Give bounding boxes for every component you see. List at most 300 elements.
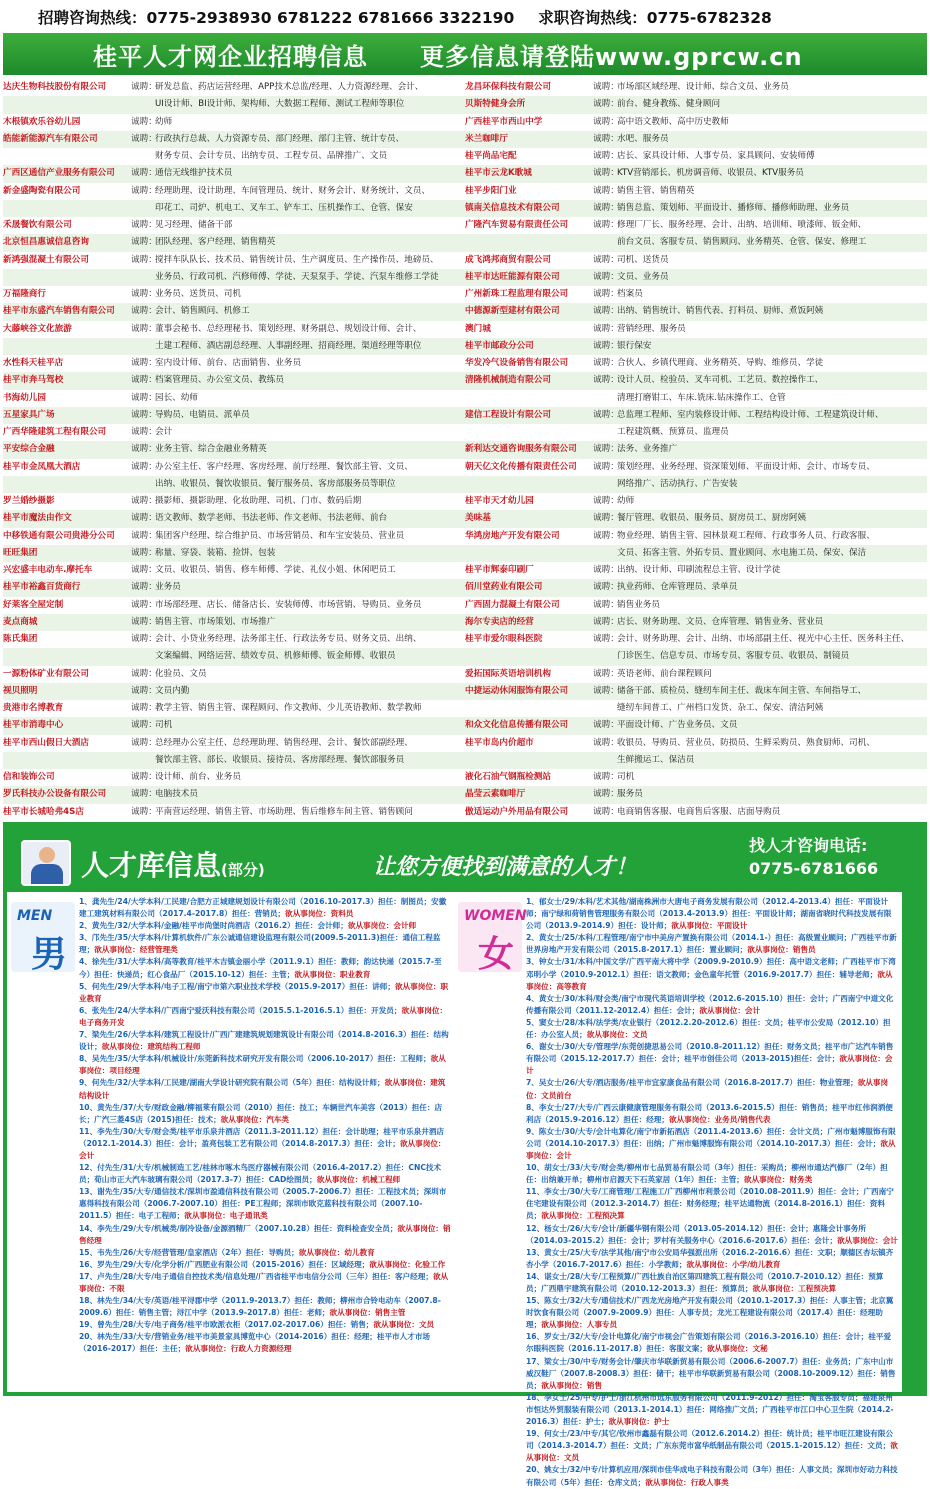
hiring-label: 诚聘： (131, 530, 157, 541)
company-name[interactable]: 华鸿房地产开发有限公司 (465, 530, 560, 541)
candidate-entry (526, 1356, 898, 1392)
company-name[interactable]: 兴宏盛丰电动车.摩托车 (3, 565, 93, 575)
job-row (465, 269, 927, 286)
hiring-label: 诚聘： (593, 668, 619, 679)
job-positions: 财务专员、会计专员、出纳专员、工程专员、品牌推广、文员 (155, 151, 388, 161)
candidate-wanted-position: 欲从事岗位：人事专员 (541, 1320, 618, 1330)
job-row (3, 441, 465, 458)
job-row (465, 631, 927, 648)
men-badge (11, 902, 75, 975)
candidate-wanted-position: 欲从事岗位：电子通讯类 (184, 1211, 268, 1221)
job-positions: 前台文员、客服专员、销售顾问、业务精英、仓管、保安、修理工 (617, 237, 867, 248)
job-positions: 银行保安 (617, 340, 652, 351)
company-name[interactable]: 新金盛陶瓷有限公司 (3, 185, 81, 196)
job-row (465, 183, 927, 200)
company-name[interactable]: 桂平尚品宅配 (465, 151, 517, 161)
company-name[interactable] (3, 476, 131, 493)
job-row (465, 562, 927, 579)
job-positions: 行政执行总裁、人力资源专员、部门经理、部门主管、统计专员、 (155, 133, 405, 144)
job-row (465, 338, 927, 355)
candidate-entry (526, 932, 898, 956)
job-row (3, 131, 465, 148)
job-row (465, 614, 927, 631)
company-name[interactable]: 桂平市西山假日大酒店 (3, 737, 89, 748)
hiring-label (131, 200, 155, 217)
hiring-label: 诚聘： (593, 530, 619, 541)
company-name[interactable]: 傲适运动户外用品有限公司 (465, 806, 569, 817)
hiring-label: 诚聘： (131, 444, 157, 455)
job-positions: 业务员、送货员、司机 (155, 289, 241, 299)
candidate-profile: 7、梁先生/26/大学本科/建筑工程设计/广西广建建筑规划建筑设计有限公司（2014.8-2016.3）担任：结构设计； (79, 1030, 449, 1052)
hiring-label: 诚聘： (593, 323, 619, 334)
company-name[interactable]: 麦点商城 (3, 616, 38, 627)
talent-header (3, 822, 927, 892)
company-name[interactable] (3, 338, 131, 355)
company-name[interactable]: 信和装饰公司 (3, 772, 55, 782)
job-row (3, 735, 465, 752)
job-positions: 水吧、服务员 (617, 133, 669, 144)
company-name[interactable]: 桂平市爱尔眼科医院 (465, 634, 543, 644)
job-row (465, 252, 927, 269)
candidate-profile: 7、吴女士/26/大专/酒店服务/桂平市宜家康食品有限公司（2016.8-2017.7）担任：物业管理； (526, 1078, 858, 1088)
company-name[interactable] (465, 424, 593, 441)
company-name[interactable]: 成飞鸿邦商贸有限公司 (465, 254, 551, 265)
candidate-wanted-position: 欲从事岗位：建筑结构工程师 (101, 1042, 201, 1052)
company-name[interactable]: 美味基 (465, 513, 491, 524)
hiring-label: 诚聘： (131, 496, 157, 506)
candidate-wanted-position: 欲从事岗位：文员 (373, 1320, 435, 1330)
hiring-label (131, 648, 155, 665)
company-name[interactable]: 中移铁通有限公司贵港分公司 (3, 530, 115, 541)
company-name[interactable]: 液化石油气钢瓶检测站 (465, 772, 551, 782)
job-row (465, 79, 927, 96)
company-name[interactable]: 新利达交通咨询服务有限公司 (465, 444, 577, 455)
company-name[interactable]: 水性科天桂平店 (3, 358, 64, 368)
company-name[interactable]: 旺旺集团 (3, 547, 38, 558)
company-name[interactable]: 书海幼儿园 (3, 392, 46, 403)
candidate-profile: 4、黄女士/30/本科/财会类/南宁市现代英语培训学校（2012.6-2015.10）担任：会计；广西南宁中道文化传播有限公司（2011.12-2012.4）担任：会计； (526, 993, 894, 1015)
job-row (3, 286, 465, 303)
hiring-label: 诚聘： (131, 306, 157, 317)
job-positions: 销售业务员 (617, 599, 660, 610)
hiring-label: 诚聘： (131, 582, 157, 593)
company-name[interactable]: 海尔专卖店的经营 (465, 616, 534, 627)
company-name[interactable]: 禾晟餐饮有限公司 (3, 220, 72, 230)
candidate-wanted-position: 欲从事岗位：文员 (526, 1441, 898, 1463)
job-positions: 服务员 (617, 789, 643, 800)
company-name[interactable]: 罗兰婚纱摄影 (3, 496, 55, 506)
job-row (3, 579, 465, 596)
company-name[interactable] (465, 648, 593, 665)
hiring-label: 诚聘： (593, 151, 619, 161)
job-row (465, 459, 927, 476)
hiring-label: 诚聘： (593, 513, 619, 524)
job-positions: 市场部区域经理、设计师、综合文员、业务员 (617, 82, 789, 92)
company-name[interactable]: 桂平市长城哈弗4S店 (3, 806, 84, 817)
hiring-label: 诚聘： (593, 565, 619, 575)
company-name[interactable]: 桂平市辉泰印刷厂 (465, 565, 534, 575)
candidate-wanted-position: 欲从事岗位：会计 (526, 1054, 893, 1076)
candidate-entry (79, 1077, 451, 1101)
candidate-profile: 19、曾先生/28/大专/电子商务/桂平市欧派衣柜（2017.02-2017.06）担任：销售； (79, 1320, 374, 1330)
hiring-label (593, 700, 617, 717)
candidate-wanted-position: 欲从事岗位：平面设计 (671, 921, 748, 931)
job-positions: 摄影师、摄影助理、化妆助理、司机、门市、数码后期 (155, 496, 362, 506)
job-positions: 称量、穿袋、装箱、捡饼、包装 (155, 547, 276, 558)
hiring-label: 诚聘： (131, 168, 157, 179)
company-name[interactable]: 广西固力混凝土有限公司 (465, 599, 560, 610)
candidate-wanted-position: 欲从事岗位：经营管理类 (94, 945, 178, 955)
hiring-label: 诚聘： (131, 599, 157, 610)
hiring-label: 诚聘： (131, 289, 157, 299)
company-name[interactable]: 罗氏科技办公设备有限公司 (3, 789, 107, 800)
candidate-profile: 9、陈女士/30/大专/会计电算化/南宁市新拓酒店（2011.4-2013.6）担任：会计文员；广州市魁博服饰有限公司（2014.10-2017.3）担任：出纳；广州市魁博服饰有限公司（2014.10-2017.3）担任：会计； (526, 1126, 896, 1148)
candidate-entry (526, 1247, 898, 1271)
company-name[interactable]: 中捷运动休闲服饰有限公司 (465, 685, 569, 696)
job-positions: UI设计师、BI设计师、架构师、大数据工程师、测试工程师等职位 (155, 99, 405, 110)
job-positions: 搅拌车队队长、技术员、销售统计员、生产调度员、生产操作员、地磅员、 (155, 254, 439, 265)
candidate-profile: 8、李女士/27/大专/广西云康健康管理服务有限公司（2013.6-2015.5）担任：销售员；桂平市红伟润洒便利店（2015.9-2016.12）担任：经理； (526, 1102, 893, 1124)
hiring-label: 诚聘： (593, 634, 619, 644)
candidate-entry (526, 956, 898, 992)
job-positions: 工程建筑概、预算员、监理员 (617, 427, 729, 437)
job-row (3, 459, 465, 476)
candidate-entry (79, 1162, 451, 1186)
candidate-entry (526, 1271, 898, 1295)
company-name[interactable]: 木根镇欢乐谷幼儿园 (3, 116, 81, 127)
men-badge-cn: 男 (31, 934, 68, 975)
job-positions: 执业药师、仓库管理员、录单员 (617, 582, 738, 593)
company-name[interactable]: 朝天亿文化传播有限责任公司 (465, 461, 577, 472)
job-row (3, 407, 465, 424)
candidate-profile: 12、付先生/31/大专/机械制造工艺/桂林市啄木鸟医疗器械有限公司（2016.4-2017.2）担任：CNC技术员；荀山市正大汽车玻璃有限公司（2017.3-7）担任：CAD绘图员； (79, 1163, 442, 1185)
men-list (79, 896, 451, 1356)
hiring-label: 诚聘： (593, 599, 619, 610)
job-positions: 会计、财务助理、会计、出纳、市场部副主任、视光中心主任、医务科主任、 (617, 634, 910, 644)
candidate-profile: 13、黄女士/25/大专/法学其他/南宁市公安局华强派出所（2016.2-2016.6）担任：文职；顺德区杏坛镇齐杏小学（2016.7-2017.6）担任：小学教师； (526, 1247, 894, 1269)
company-name[interactable]: 陈氏集团 (3, 634, 38, 644)
job-row (465, 148, 927, 165)
candidate-wanted-position: 欲从事岗位：高等教育 (526, 969, 893, 991)
candidate-wanted-position: 欲从事岗位：化验工作 (369, 1259, 446, 1269)
candidate-profile: 14、谌女士/28/大专/工程预算/广西壮族自治区第四建筑工程有限公司（2010.7-2010.12）担任：预算员；广西鼎宇建筑有限公司（2010.12-2013.3）担任：预算员； (526, 1271, 884, 1293)
company-name[interactable] (465, 234, 593, 251)
job-positions: 餐饮部主管、部长、收银员、接待员、客房部经理、餐饮部服务员 (155, 754, 405, 765)
company-name[interactable]: 广西桂平市西山中学 (465, 116, 543, 127)
company-name[interactable]: 贵港市名博教育 (3, 703, 64, 713)
candidate-profile: 18、李女士/25/中专/护士/浙江杭州市远东服务有限公司（2011.9-2012）担任：淘宝客服专员；福建泉州市恒达外贸服装有限公司（2013.1-2014.1）担任：网络推广文员；广西桂平市江口中心卫生院（2014.2-2016.3）担任：护士； (526, 1392, 894, 1427)
job-row (465, 200, 927, 217)
candidate-wanted-position: 欲从事岗位：护士 (608, 1417, 670, 1427)
company-name[interactable] (3, 269, 131, 286)
company-name[interactable]: 贝斯特健身会所 (465, 99, 526, 110)
job-row (3, 234, 465, 251)
job-row (465, 424, 927, 441)
candidate-profile: 20、林先生/33/大专/营销业务/桂平市美景家具博览中心（2014-2016）担任：经理；桂平市人才市场（2016-2017）担任：主任； (79, 1332, 431, 1354)
job-row (465, 786, 927, 803)
candidate-entry (79, 1005, 451, 1029)
company-name[interactable]: 中德源新型建材有限公司 (465, 306, 560, 317)
talent-phone: 0775-6781666 (749, 859, 879, 878)
candidate-wanted-position: 欲从事岗位：项目经理 (79, 1054, 446, 1076)
job-positions: 司机 (155, 720, 173, 731)
job-row (465, 752, 927, 769)
candidate-entry (526, 1428, 898, 1464)
hiring-label: 诚聘： (131, 82, 157, 92)
candidate-wanted-position: 欲从事岗位：职业教育 (294, 969, 371, 979)
candidate-profile: 12、杨女士/26/大专/会计/新疆华钢有限公司（2013.05-2014.12）担任：会计；惠隆会计事务所（2014.03-2015.2）担任：会计；罗村有关服务中心（2016.6-2017.6）担任：会计； (526, 1223, 866, 1245)
hotline-bar (0, 0, 930, 33)
candidate-profile: 18、林先生/34/大专/英语/桂平浔郡中学（2011.9-2013.7）担任：教师；柳州市合铃电动车（2007.8-2009.6）担任：销售主管；浔江中学（2013.9-2017.8）担任：老师； (79, 1296, 441, 1318)
job-positions: 缝纫车间普工、广州档口发货、杂工、保安、清洁阿姨 (617, 703, 824, 713)
job-positions: 幼师 (155, 116, 173, 127)
company-name[interactable]: 佰川堂药业有限公司 (465, 582, 543, 593)
hiring-label: 诚聘： (131, 185, 157, 196)
job-positions: 业务主管、综合金融业务精英 (155, 444, 267, 455)
job-positions: 集团客户经理、综合维护员、市场营销员、和车宝安装员、营业员 (155, 530, 405, 541)
job-positions: 会计、销售顾问、机修工 (155, 306, 250, 317)
candidate-wanted-position: 欲从事岗位：建筑结构设计 (79, 1078, 446, 1100)
company-name[interactable]: 桂平市云龙K歌城 (465, 168, 532, 179)
candidate-wanted-position: 欲从事岗位：小学/幼儿教育 (686, 1259, 781, 1269)
hiring-label: 诚聘： (131, 547, 157, 558)
candidate-wanted-position: 欲从事岗位：会计师 (347, 921, 417, 931)
candidate-profile: 16、罗先生/29/大专/化学分析/广西肥业有限公司（2015-2016）担任：区域经理； (79, 1259, 370, 1269)
job-row (3, 321, 465, 338)
candidate-profile: 5、窦女士/28/本科/法学类/农业银行（2012.2.20-2012.6）担任：文员；桂平市公安局（2012.10）担任：办公室人员； (526, 1017, 891, 1040)
company-name[interactable] (465, 700, 593, 717)
candidate-wanted-position: 欲从事岗位：销售主管 (329, 1308, 406, 1318)
job-positions: 化验员、文员 (155, 668, 207, 679)
company-name[interactable]: 万福隆商行 (3, 289, 46, 299)
job-row (465, 545, 927, 562)
company-name[interactable]: 爱拓国际英语培训机构 (465, 668, 551, 679)
company-name[interactable]: 大藤峡谷文化旅游 (3, 323, 72, 334)
company-name[interactable]: 建信工程设计有限公司 (465, 409, 551, 420)
company-name[interactable]: 米兰咖啡厅 (465, 133, 508, 144)
candidate-entry (79, 1247, 451, 1259)
hiring-label (131, 752, 155, 769)
hiring-label: 诚聘： (131, 358, 157, 368)
job-positions: 导购员、电销员、派单员 (155, 409, 250, 420)
hiring-label: 诚聘： (131, 634, 157, 644)
hiring-label: 诚聘： (593, 358, 619, 368)
company-name[interactable]: 桂平市魔法由作文 (3, 513, 72, 524)
hiring-label: 诚聘： (131, 409, 157, 420)
banner-title: 桂平人才网企业招聘信息 (93, 42, 368, 71)
candidate-entry (526, 1223, 898, 1247)
job-row (3, 252, 465, 269)
candidate-wanted-position: 欲从事岗位：会计 (837, 1235, 898, 1245)
job-row (465, 804, 927, 821)
job-positions: 销售总监、策划师、平面设计、播修师、播修师助理、业务员 (617, 202, 850, 213)
hiring-label: 诚聘： (593, 340, 619, 351)
job-row (465, 355, 927, 372)
hiring-label: 诚聘： (131, 616, 157, 627)
candidate-wanted-position: 欲从事岗位：工程预决算 (752, 1284, 837, 1293)
company-name[interactable]: 桂平市奔马驾校 (3, 375, 64, 386)
company-name[interactable] (465, 390, 593, 407)
job-row (3, 493, 465, 510)
job-positions: 团队经理、客户经理、销售精英 (155, 237, 276, 248)
job-positions: KTV营销部长、机房调音师、收银员、KTV服务员 (617, 168, 804, 179)
candidate-entry (79, 896, 451, 920)
candidate-profile: 11、李先生/30/大专/财会类/桂平市乐泉井酒店（2011.3-2011.12）担任：会计助理；桂平市乐泉井酒店（2012.1-2014.3）担任：会计；盈亮包装工艺有限公司（2014.8-2017.3）担任：会计； (79, 1126, 445, 1148)
job-positions: 印花工、司炉、机电工、叉车工、铲车工、压机操作工、仓管、保安 (155, 202, 413, 213)
company-name[interactable]: 五星家具广场 (3, 409, 55, 420)
company-name[interactable]: 桂平市裕鑫百货商行 (3, 582, 81, 593)
job-row (3, 545, 465, 562)
job-row (465, 303, 927, 320)
job-row (465, 648, 927, 665)
company-name[interactable] (3, 200, 131, 217)
job-positions: 修理厂厂长、服务经理、会计、出纳、培训师、喷漆师、钣金师、 (617, 220, 867, 230)
company-name[interactable]: 广西区通信产业服务有限公司 (3, 168, 115, 179)
candidate-wanted-position: 欲从事岗位：会计 (699, 1005, 761, 1015)
company-name[interactable] (3, 96, 131, 113)
job-row (3, 528, 465, 545)
job-positions: 门诊医生、信息专员、市场专员、客服专员、收银员、制镜员 (617, 651, 850, 662)
job-positions: 总监理工程师、室内装修设计师、工程结构设计师、工程建筑设计师、 (617, 409, 884, 420)
hiring-label (593, 648, 617, 665)
company-name[interactable] (465, 476, 593, 493)
job-row (3, 769, 465, 786)
job-row (465, 683, 927, 700)
job-positions: 前台、健身教练、健身顾问 (617, 99, 721, 110)
women-list (526, 896, 898, 1489)
job-row (3, 269, 465, 286)
candidate-profile: 10、胡女士/33/大专/财会类/柳州市七品贸易有限公司（3年）担任：采购员；柳州市通达汽修厂（2年）担任：出纳兼开单；柳州市启源天下石英家居（1年）担任：主管； (526, 1163, 888, 1185)
company-name[interactable]: 桂平步阳门业 (465, 185, 517, 196)
company-name[interactable] (3, 148, 131, 165)
company-name[interactable]: 桂平市岛内价超市 (465, 737, 534, 748)
company-name[interactable]: 视贝照明 (3, 685, 38, 696)
job-positions: 合伙人、乡镇代理商、业务精英、导购、维修员、学徒 (617, 358, 824, 368)
candidate-entry (79, 981, 451, 1005)
job-column-right (465, 79, 927, 821)
job-positions: 出纳、收银员、餐饮收银员、餐厅服务员、客房部服务员等职位 (155, 478, 396, 489)
job-positions: 设计师、前台、业务员 (155, 772, 241, 782)
hiring-label (131, 148, 155, 165)
company-name[interactable]: 桂平市消毒中心 (3, 720, 64, 731)
job-positions: 出纳、销售统计、销售代表、打料员、厨师、煮饭阿姨 (617, 306, 824, 317)
candidate-entry (526, 1295, 898, 1331)
candidate-entry (79, 1271, 451, 1295)
job-positions: 经理助理、设计助理、车间管理员、统计、财务会计、财务统计、文员、 (155, 185, 431, 196)
job-positions: 电商销售客服、电商售后客服、店面导购员 (617, 806, 781, 817)
candidate-profile: 15、韦先生/26/大专/经营管理/皇家酒店（2年）担任：导购员； (79, 1247, 299, 1257)
recruit-hotline: 招聘咨询热线：0775-2938930 6781222 6781666 3322190 (38, 8, 515, 27)
hiring-label: 诚聘： (593, 772, 619, 782)
job-row (3, 631, 465, 648)
job-positions: 会计、小贷业务经理、法务部主任、行政法务专员、财务文员、出纳、 (155, 634, 422, 644)
company-name[interactable] (465, 545, 593, 562)
job-positions: 网络推广、活动执行、广告安装 (617, 478, 738, 489)
company-name[interactable]: 一源粉体矿业有限公司 (3, 668, 89, 679)
candidate-wanted-position: 欲从事岗位：销售经理 (79, 1223, 451, 1245)
company-name[interactable]: 华发冷气设备销售有限公司 (465, 358, 569, 368)
job-positions: 会计 (155, 427, 173, 437)
company-name[interactable]: 桂平市达旺能源有限公司 (465, 271, 560, 282)
job-row (3, 424, 465, 441)
candidate-profile: 13、谢先生/35/大专/通信技术/深圳市盈通信科技有限公司（2005.7-2006.7）担任：工程技术员；深圳市惠得科技有限公司（2006.7-2007.10）担任：PE工程师；深圳市欧克蓝科技有限公司（2007.10-2011.5）担任：电子工程师； (79, 1187, 447, 1221)
company-name[interactable]: 龙昌环保科技有限公司 (465, 82, 551, 92)
candidate-wanted-position: 欲从事岗位：文员前台 (526, 1078, 889, 1100)
job-row (465, 217, 927, 234)
company-name[interactable] (3, 648, 131, 665)
job-positions: 设计人员、检验员、叉车司机、工艺员、数控操作工、 (617, 375, 824, 386)
candidate-profile: 20、姚女士/32/中专/计算机应用/深圳市佳华成电子科技有限公司（3年）担任：人事文员；深圳市好动力科技有限公司（5年）担任：仓库文员； (526, 1465, 898, 1487)
hiring-label: 诚聘： (593, 582, 619, 593)
company-name[interactable]: 皓能新能源汽车有限公司 (3, 133, 98, 144)
job-positions: 清理打磨钳工、车床.铣床.钻床操作工、仓管 (617, 392, 786, 403)
company-name[interactable]: 澳门城 (465, 323, 491, 334)
hiring-label (593, 545, 617, 562)
company-name[interactable]: 广西华隆建筑工程有限公司 (3, 427, 107, 437)
job-positions: 文员、业务员 (617, 271, 669, 282)
candidate-profile: 11、李女士/30/大专/工商管理/工程施工/广西柳州市利景公司（2010.08-2011.9）担任：会计；广西南宁住宅建设有限公司（2012.3-2014.7）担任：财务经理；桂平达通物流（2014.8-2016.1）担任：资料员； (526, 1187, 894, 1221)
job-row (3, 200, 465, 217)
women-badge-en: WOMEN (464, 908, 527, 924)
candidate-profile: 3、邝先生/35/大学本科/计算机软件/广东公诚通信建设监理有限公司(2009.5-2011.3)担任：通信工程监理； (79, 933, 441, 955)
company-name[interactable]: 清隆机械制造有限公司 (465, 375, 551, 386)
company-name[interactable]: 桂平市邮政分公司 (465, 340, 534, 351)
company-name[interactable]: 镇南关信息技术有限公司 (465, 202, 560, 213)
job-row (3, 372, 465, 389)
candidate-entry (526, 1102, 898, 1126)
job-row (3, 165, 465, 182)
company-name[interactable]: 北京恒昌惠诚信息咨询 (3, 237, 89, 248)
company-name[interactable]: 桂平市天才幼儿园 (465, 496, 534, 506)
company-name[interactable]: 桂平市东盛汽车销售有限公司 (3, 306, 115, 317)
candidate-wanted-position: 欲从事岗位：行政人事类 (645, 1477, 729, 1487)
job-row (465, 441, 927, 458)
hiring-label: 诚聘： (131, 789, 157, 800)
candidate-entry (79, 1053, 451, 1077)
company-name[interactable]: 和众文化信息传播有限公司 (465, 720, 569, 731)
hiring-label: 诚聘： (131, 513, 157, 524)
hiring-label: 诚聘： (131, 375, 157, 386)
candidate-entry (526, 1017, 898, 1041)
company-name[interactable] (3, 752, 131, 769)
job-column-left (3, 79, 465, 821)
hiring-label: 诚聘： (131, 772, 157, 782)
job-row (465, 735, 927, 752)
candidate-profile: 4、徐先生/31/大学本科/高等教育/桂平木吉镇金丽小学（2011.9.1）担任：教师；韵达快递（2015.7-至今）担任：快递员；红心食品厂（2015.10-12）担任：主管； (79, 957, 442, 979)
company-name[interactable]: 桂平市金凤凰大酒店 (3, 461, 81, 472)
candidate-entry (79, 956, 451, 980)
company-name[interactable]: 新鸿强混凝土有限公司 (3, 254, 89, 265)
hiring-label: 诚聘： (131, 237, 157, 248)
company-name[interactable]: 广隆汽车贸易有限责任公司 (465, 220, 569, 230)
banner-website[interactable]: 更多信息请登陆www.gprcw.cn (420, 42, 803, 71)
job-positions: 文员内勤 (155, 685, 190, 696)
company-name[interactable]: 达庆生物科技股份有限公司 (3, 82, 107, 92)
women-badge-cn: 女 (478, 934, 515, 975)
hiring-label: 诚聘： (593, 720, 619, 731)
company-name[interactable] (465, 752, 593, 769)
company-name[interactable]: 晶莹云素咖啡厅 (465, 789, 526, 800)
candidate-entry (526, 1126, 898, 1162)
candidate-wanted-position: 欲从事岗位：幼儿教育 (298, 1247, 375, 1257)
hiring-label (593, 390, 617, 407)
company-name[interactable]: 广州新珠工程监理有限公司 (465, 289, 569, 299)
company-name[interactable]: 好莱客全屋定制 (3, 599, 64, 610)
job-positions: 办公室主任、客户经理、客房经理、前厅经理、餐饮部主管、文员、 (155, 461, 413, 472)
company-name[interactable]: 平安综合金融 (3, 444, 55, 455)
candidate-wanted-position: 欲从事岗位：会计 (79, 1138, 446, 1160)
hiring-label: 诚聘： (131, 254, 157, 265)
